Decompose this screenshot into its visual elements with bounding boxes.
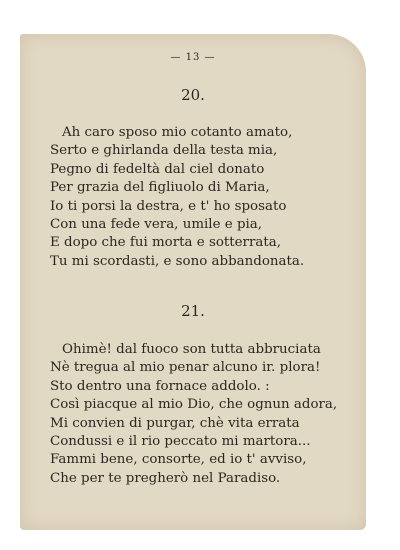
book-page — [20, 34, 366, 530]
verse-line: Tu mi scordasti, e sono abbandonata. — [50, 253, 305, 269]
verse-line: Ah caro sposo mio cotanto amato, — [62, 125, 293, 140]
verse-line: Per grazia del figliuolo di Maria, — [50, 180, 270, 196]
verse-line: Condussi e il rio peccato mi martora... — [50, 434, 311, 450]
verse-line: Con una fede vera, umile e pia, — [50, 217, 263, 233]
verse-line: Fammi bene, consorte, ed io t' avviso, — [50, 452, 307, 468]
stanza-20 — [50, 124, 304, 271]
verse-line: Nè tregua al mio penar alcuno ir. plora! — [50, 360, 321, 376]
poem-heading-21: 21. — [181, 302, 205, 320]
verse-line: Serto e ghirlanda della testa mia, — [50, 143, 278, 159]
stanza-21 — [50, 341, 337, 488]
verse-line: Sto dentro una fornace addolo. : — [50, 378, 270, 394]
verse-line: Che per te pregherò nel Paradiso. — [50, 470, 281, 486]
verse-line: Ohimè! dal fuoco son tutta abbruciata — [62, 342, 321, 357]
verse-line: Pegno di fedeltà dal ciel donato — [50, 161, 265, 177]
verse-line: Mi convien di purgar, chè vita errata — [50, 415, 300, 431]
poem-heading-20: 20. — [181, 86, 205, 104]
page-number: — 13 — — [170, 52, 216, 63]
verse-line: Io ti porsi la destra, e t' ho sposato — [50, 198, 287, 214]
verse-line: Così piacque al mio Dio, che ognun adora, — [50, 397, 338, 413]
verse-line: E dopo che fui morta e sotterrata, — [50, 235, 281, 251]
